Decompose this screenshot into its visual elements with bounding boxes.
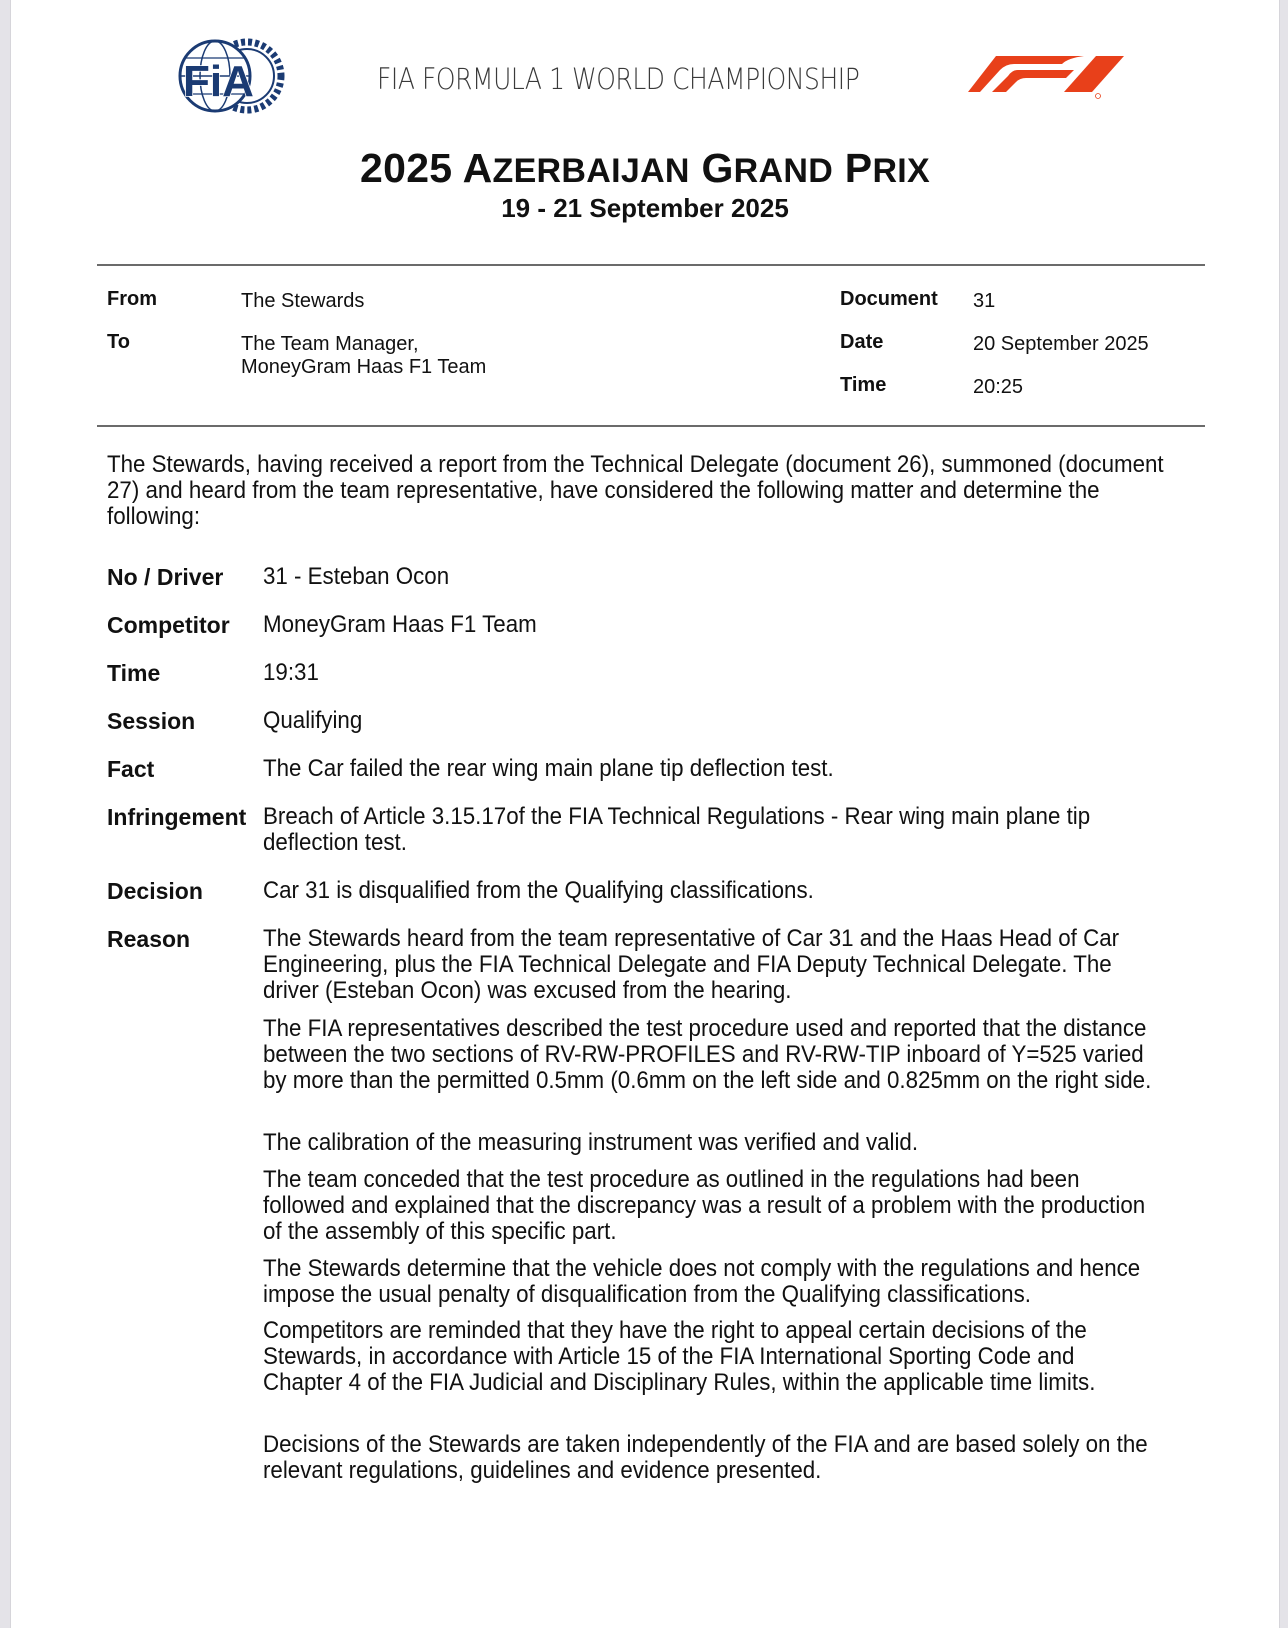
driver-label: No / Driver bbox=[107, 564, 224, 590]
disclaimer: Decisions of the Stewards are taken independently of the FIA and are based solely on the relevant regulations, guidelines and evidence presented. bbox=[263, 1431, 1148, 1484]
competitor-label: Competitor bbox=[107, 612, 230, 638]
document-page bbox=[10, 0, 1280, 1628]
reason-paragraph: The calibration of the measuring instrument was verified and valid. bbox=[263, 1129, 919, 1156]
to-value-line2: MoneyGram Haas F1 Team bbox=[241, 356, 487, 378]
event-title bbox=[11, 145, 1279, 192]
infringement-label: Infringement bbox=[107, 804, 247, 830]
reason-paragraph: The Stewards heard from the team representative of Car 31 and the Haas Head of Car Engineering, plus the FIA Technical Delegate and FIA Deputy Technical Delegate. The driver (Esteban Ocon) was excused from the hearing. bbox=[263, 925, 1120, 1004]
event-name: AZERBAIJAN GRAND PRIX bbox=[462, 145, 931, 191]
to-label: To bbox=[107, 331, 130, 353]
reason-label: Reason bbox=[107, 926, 191, 952]
time-label: Time bbox=[840, 374, 887, 396]
divider-top bbox=[97, 264, 1205, 266]
to-value bbox=[241, 333, 486, 379]
time-value: 20:25 bbox=[973, 376, 1024, 398]
reason-paragraph: The FIA representatives described the test procedure used and reported that the distance between the two sections of RV-RW-PROFILES and RV-RW-TIP inboard of Y=525 varied by more than the permitted 0.5mm (0.6mm on the left side and 0.825mm on the right side. bbox=[263, 1015, 1152, 1094]
incident-time-value: 19:31 bbox=[263, 659, 319, 686]
svg-text:FiA: FiA bbox=[183, 57, 254, 106]
intro-paragraph: The Stewards, having received a report from the Technical Delegate (document 26), summoned (document 27) and heard from the team representative, have considered the following matter and determine the following: bbox=[107, 451, 1164, 530]
date-label: Date bbox=[840, 331, 884, 353]
document-label: Document bbox=[840, 288, 938, 310]
decision-label: Decision bbox=[107, 878, 203, 904]
from-label: From bbox=[107, 288, 157, 310]
infringement-value: Breach of Article 3.15.17of the FIA Technical Regulations - Rear wing main plane tip deflection test. bbox=[263, 803, 1091, 856]
session-label: Session bbox=[107, 708, 196, 734]
decision-value: Car 31 is disqualified from the Qualifying classifications. bbox=[263, 877, 814, 904]
to-value-line1: The Team Manager, bbox=[241, 333, 419, 355]
session-value: Qualifying bbox=[263, 707, 363, 734]
event-year: 2025 bbox=[359, 145, 453, 191]
fact-label: Fact bbox=[107, 756, 155, 782]
divider-bottom bbox=[97, 425, 1205, 427]
incident-time-label: Time bbox=[107, 660, 161, 686]
f1-logo-icon bbox=[966, 54, 1126, 100]
fact-value: The Car failed the rear wing main plane tip deflection test. bbox=[263, 755, 834, 782]
driver-value: 31 - Esteban Ocon bbox=[263, 563, 450, 590]
date-value: 20 September 2025 bbox=[973, 333, 1149, 355]
from-value: The Stewards bbox=[241, 290, 365, 312]
competitor-value: MoneyGram Haas F1 Team bbox=[263, 611, 537, 638]
appeal-notice: Competitors are reminded that they have the right to appeal certain decisions of the Stewards, in accordance with Article 15 of the FIA International Sporting Code and Chapter 4 of the FIA Judicial and Disciplinary Rules, within the applicable time limits. bbox=[263, 1317, 1096, 1396]
event-dates: 19 - 21 September 2025 bbox=[501, 193, 789, 223]
reason-paragraph: The Stewards determine that the vehicle does not comply with the regulations and hence impose the usual penalty of disqualification from the Qualifying classifications. bbox=[263, 1255, 1141, 1308]
reason-paragraph: The team conceded that the test procedure as outlined in the regulations had been followed and explained that the discrepancy was a result of a problem with the production of the assembly of this specific part. bbox=[263, 1166, 1146, 1245]
championship-title: FIA FORMULA 1 WORLD CHAMPIONSHIP bbox=[377, 62, 860, 96]
document-value: 31 bbox=[973, 290, 996, 312]
fia-logo-icon bbox=[175, 38, 287, 114]
